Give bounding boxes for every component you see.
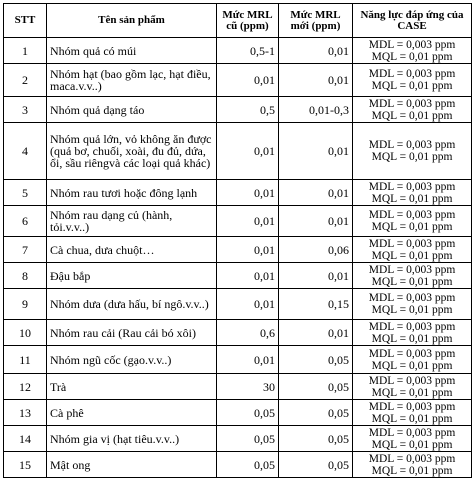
row-mql: MQL = 0,01 ppm <box>371 192 453 205</box>
row-new-mrl: 0,06 <box>279 237 353 263</box>
table-row <box>4 237 472 263</box>
row-mdl: MDL = 0,003 ppm <box>368 292 456 304</box>
row-mdl: MDL = 0,003 ppm <box>368 180 456 193</box>
row-old-mrl: 0,01 <box>217 289 279 320</box>
row-new-mrl: 0,01 <box>279 320 353 346</box>
row-stt: 6 <box>4 206 47 237</box>
row-new-mrl: 0,01 <box>279 206 353 237</box>
row-product-name: Nhóm rau tươi hoặc đông lạnh <box>47 180 217 206</box>
row-mql: MQL = 0,01 ppm <box>371 249 453 262</box>
row-stt: 14 <box>4 426 47 452</box>
row-mql: MQL = 0,01 ppm <box>371 80 453 92</box>
row-product-name: Nhóm rau dạng củ (hành, tỏi.v.v..) <box>47 206 217 237</box>
row-product-name: Đậu bắp <box>47 263 217 289</box>
row-capability <box>353 374 472 400</box>
row-product-name: Nhóm quả lớn, vỏ không ăn được (quả bơ, chuối, xoài, đu đủ, dứa, ổi, sầu riêngvà các loại quả khác) <box>47 123 217 180</box>
table-row <box>4 320 472 346</box>
table-row <box>4 97 472 123</box>
row-mdl: MDL = 0,003 ppm <box>368 38 456 51</box>
row-mdl: MDL = 0,003 ppm <box>368 347 456 360</box>
row-stt: 11 <box>4 346 47 374</box>
row-capability <box>353 97 472 123</box>
row-product-name: Nhóm dưa (dưa hấu, bí ngô.v.v..) <box>47 289 217 320</box>
row-mql: MQL = 0,01 ppm <box>371 359 453 372</box>
row-mdl: MDL = 0,003 ppm <box>368 263 456 276</box>
row-stt: 4 <box>4 123 47 180</box>
row-capability <box>353 400 472 426</box>
table-row <box>4 346 472 374</box>
table-row <box>4 38 472 64</box>
row-product-name: Nhóm quả có múi <box>47 38 217 64</box>
table-row <box>4 374 472 400</box>
row-capability <box>353 237 472 263</box>
row-new-mrl: 0,15 <box>279 289 353 320</box>
row-old-mrl: 0,01 <box>217 263 279 289</box>
row-product-name: Cà chua, dưa chuột… <box>47 237 217 263</box>
row-new-mrl: 0,01 <box>279 38 353 64</box>
row-new-mrl: 0,01 <box>279 64 353 97</box>
row-mdl: MDL = 0,003 ppm <box>368 209 456 221</box>
row-mql: MQL = 0,01 ppm <box>371 412 453 425</box>
row-mdl: MDL = 0,003 ppm <box>368 400 456 413</box>
row-mdl: MDL = 0,003 ppm <box>368 426 456 439</box>
row-new-mrl: 0,05 <box>279 426 353 452</box>
row-stt: 10 <box>4 320 47 346</box>
row-mdl: MDL = 0,003 ppm <box>368 374 456 387</box>
row-mdl: MDL = 0,003 ppm <box>368 452 456 465</box>
table-row <box>4 452 472 478</box>
table-row <box>4 206 472 237</box>
row-mql: MQL = 0,01 ppm <box>371 464 453 477</box>
row-old-mrl: 0,5 <box>217 97 279 123</box>
row-new-mrl: 0,01 <box>279 123 353 180</box>
row-mql: MQL = 0,01 ppm <box>371 332 453 345</box>
row-capability <box>353 180 472 206</box>
row-mdl: MDL = 0,003 ppm <box>368 320 456 333</box>
table-row <box>4 180 472 206</box>
row-mql: MQL = 0,01 ppm <box>371 438 453 451</box>
row-old-mrl: 0,05 <box>217 452 279 478</box>
row-stt: 1 <box>4 38 47 64</box>
row-old-mrl: 0,01 <box>217 206 279 237</box>
row-old-mrl: 0,01 <box>217 64 279 97</box>
row-mdl: MDL = 0,003 ppm <box>368 139 456 151</box>
row-stt: 2 <box>4 64 47 97</box>
table-header-row <box>4 4 472 38</box>
row-capability <box>353 426 472 452</box>
row-product-name: Nhóm gia vị (hạt tiêu.v.v..) <box>47 426 217 452</box>
row-mdl: MDL = 0,003 ppm <box>368 68 456 80</box>
row-old-mrl: 0,01 <box>217 346 279 374</box>
row-product-name: Nhóm hạt (bao gồm lạc, hạt điều, maca.v.v..) <box>47 64 217 97</box>
row-product-name: Nhóm ngũ cốc (gạo.v.v..) <box>47 346 217 374</box>
row-old-mrl: 0,05 <box>217 426 279 452</box>
header-old-mrl: Mức MRL cũ (ppm) <box>217 4 279 38</box>
row-new-mrl: 0,05 <box>279 452 353 478</box>
row-old-mrl: 0,05 <box>217 400 279 426</box>
row-mdl: MDL = 0,003 ppm <box>368 237 456 250</box>
row-capability <box>353 320 472 346</box>
table-row <box>4 400 472 426</box>
table-row <box>4 64 472 97</box>
row-mql: MQL = 0,01 ppm <box>371 386 453 399</box>
row-product-name: Trà <box>47 374 217 400</box>
table-body <box>4 38 472 478</box>
row-product-name: Nhóm quả dạng táo <box>47 97 217 123</box>
row-stt: 7 <box>4 237 47 263</box>
row-stt: 12 <box>4 374 47 400</box>
row-capability <box>353 38 472 64</box>
row-mdl: MDL = 0,003 ppm <box>368 97 456 110</box>
row-product-name: Mật ong <box>47 452 217 478</box>
row-new-mrl: 0,01-0,3 <box>279 97 353 123</box>
row-mql: MQL = 0,01 ppm <box>371 151 453 163</box>
row-stt: 3 <box>4 97 47 123</box>
row-stt: 9 <box>4 289 47 320</box>
row-new-mrl: 0,01 <box>279 263 353 289</box>
row-capability <box>353 289 472 320</box>
row-capability <box>353 64 472 97</box>
row-stt: 13 <box>4 400 47 426</box>
row-capability <box>353 346 472 374</box>
header-new-mrl: Mức MRL mới (ppm) <box>279 4 353 38</box>
row-old-mrl: 0,5-1 <box>217 38 279 64</box>
row-old-mrl: 30 <box>217 374 279 400</box>
row-mql: MQL = 0,01 ppm <box>371 109 453 122</box>
row-mql: MQL = 0,01 ppm <box>371 50 453 63</box>
row-new-mrl: 0,05 <box>279 374 353 400</box>
row-product-name: Cà phê <box>47 400 217 426</box>
header-stt: STT <box>4 4 47 38</box>
table-row <box>4 123 472 180</box>
row-capability <box>353 452 472 478</box>
row-capability <box>353 206 472 237</box>
table-row <box>4 289 472 320</box>
row-mql: MQL = 0,01 ppm <box>371 304 453 316</box>
row-product-name: Nhóm rau cải (Rau cải bó xôi) <box>47 320 217 346</box>
mrl-table <box>3 3 472 478</box>
row-new-mrl: 0,05 <box>279 400 353 426</box>
row-new-mrl: 0,05 <box>279 346 353 374</box>
row-mql: MQL = 0,01 ppm <box>371 275 453 288</box>
row-stt: 8 <box>4 263 47 289</box>
row-new-mrl: 0,01 <box>279 180 353 206</box>
row-capability <box>353 263 472 289</box>
row-old-mrl: 0,01 <box>217 180 279 206</box>
row-capability <box>353 123 472 180</box>
header-capability: Năng lực đáp ứng của CASE <box>353 4 472 38</box>
table-row <box>4 263 472 289</box>
row-old-mrl: 0,01 <box>217 123 279 180</box>
row-old-mrl: 0,01 <box>217 237 279 263</box>
table-row <box>4 426 472 452</box>
row-stt: 15 <box>4 452 47 478</box>
header-product: Tên sản phẩm <box>47 4 217 38</box>
row-mql: MQL = 0,01 ppm <box>371 221 453 233</box>
row-stt: 5 <box>4 180 47 206</box>
row-old-mrl: 0,6 <box>217 320 279 346</box>
